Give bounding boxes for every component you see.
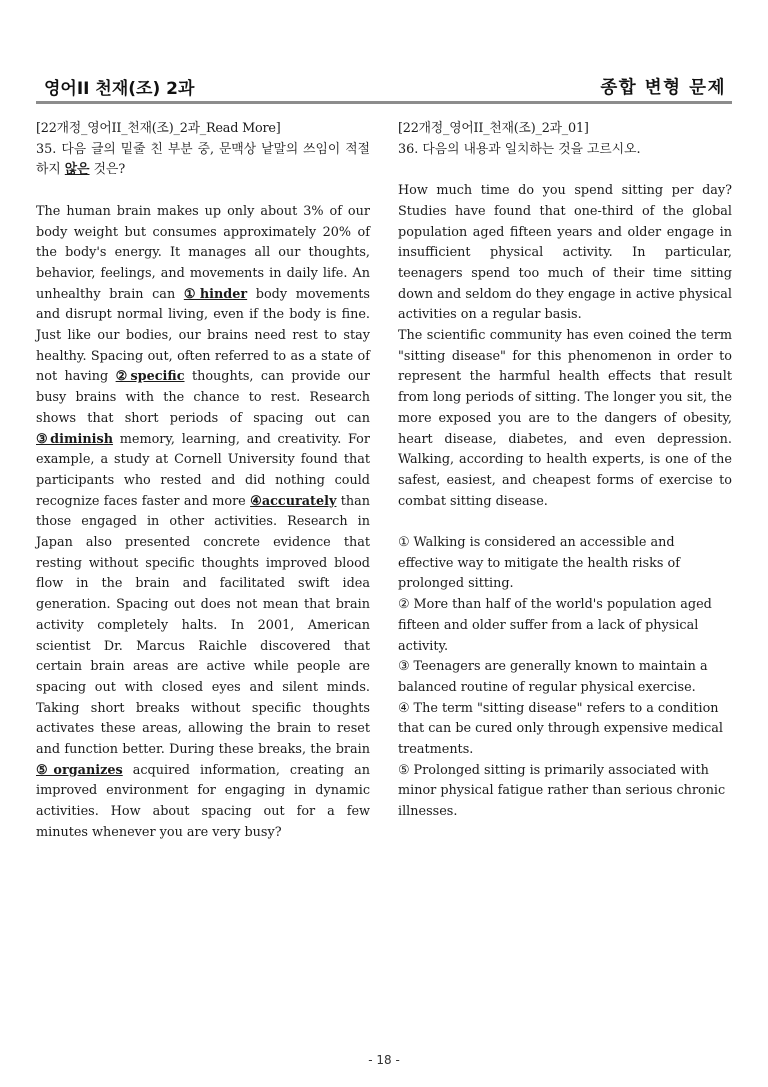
question-35-prompt-pre: 35. 다음 글의 밑줄 친 부분 중, 문맥상 낱말의 쓰임이 적절하지 [36,141,370,178]
passage-segment: body movements and disrupt normal living, even if the body is fine. Just like our bodies, our brains need rest to stay healthy. Spacing out, often referred to as a state of not having [36,286,370,385]
question-35 [36,119,370,844]
passage-segment: than those engaged in other activities. Research in Japan also presented concrete evidence that resting without specific thoughts improved blood flow in the brain and facilitated swift idea generation. Spacing out does not mean that brain activity completely halts. In 2001, American scientist Dr. Marcus Raichle discovered that certain brain areas are active while people are spacing out with closed eyes and silent minds. Taking short breaks without specific thoughts activates these areas, allowing the brain to reset and function better. During these breaks, the brain [36,493,370,758]
question-35-passage [36,202,370,844]
page-header [36,72,732,100]
question-35-prompt-emph: 않은 [64,162,90,178]
underlined-choice-1: ①hinder [183,286,248,302]
question-35-prompt-post: 것은? [89,162,126,178]
header-left-title: 영어II 천재(조) 2과 [44,79,195,99]
answer-option-4[interactable]: ④ The term "sitting disease" refers to a condition that can be cured only through expensive medical treatments. [398,700,724,758]
header-divider [36,101,732,104]
header-right-title: 종합 변형 문제 [600,78,726,98]
answer-option-3[interactable]: ③ Teenagers are generally known to maintain a balanced routine of regular physical exercise. [398,659,708,695]
question-36-paragraph-1: How much time do you spend sitting per day? Studies have found that one-third of the global population aged fifteen years and older engage in insufficient physical activity. In particular, teenagers spend too much of their time sitting down and seldom do they engage in active physical activities on a regular basis. [398,183,732,323]
passage-segment: memory, learning, and creativity. For example, a study at Cornell University found that participants who rested and did nothing could recognize faces faster and more [36,431,370,509]
underlined-choice-4: ④accurately [250,493,337,509]
question-35-prompt [36,140,370,181]
passage-segment: thoughts, can provide our busy brains with the chance to rest. Research shows that short periods of spacing out can [36,369,371,426]
question-35-tag: [22개정_영어II_천재(조)_2과_Read More] [36,121,281,136]
answer-option-5[interactable]: ⑤ Prolonged sitting is primarily associated with minor physical fatigue rather than serious chronic illnesses. [398,762,726,820]
passage-segment: The human brain makes up only about 3% of our body weight but consumes approximately 20% of the body's energy. It manages all our thoughts, behavior, feelings, and movements in daily life. An unhealthy brain can [36,203,370,302]
question-36-prompt: 36. 다음의 내용과 일치하는 것을 고르시오. [398,141,641,157]
passage-segment: acquired information, creating an improved environment for engaging in dynamic activities. How about spacing out for a few minutes whenever you are very busy? [36,762,370,840]
answer-option-1[interactable]: ① Walking is considered an accessible and effective way to mitigate the health risks of prolonged sitting. [398,535,680,592]
question-36 [398,119,732,823]
underlined-choice-5: ⑤organizes [36,762,123,778]
underlined-choice-3: ③diminish [36,431,114,447]
question-36-tag: [22개정_영어II_천재(조)_2과_01] [398,121,589,136]
answer-option-2[interactable]: ② More than half of the world's population aged fifteen and older suffer from a lack of physical activity. [398,597,712,654]
page-number: - 18 - [368,1053,400,1067]
question-36-paragraph-2: The scientific community has even coined the term "sitting disease" for this phenomenon in order to represent the harmful health effects that result from long periods of sitting. The longer you sit, the more exposed you are to the dangers of obesity, heart disease, diabetes, and even depression. Walking, according to health experts, is one of the safest, easiest, and cheapest forms of exercise to combat sitting disease. [398,328,732,509]
underlined-choice-2: ②specific [115,369,185,385]
